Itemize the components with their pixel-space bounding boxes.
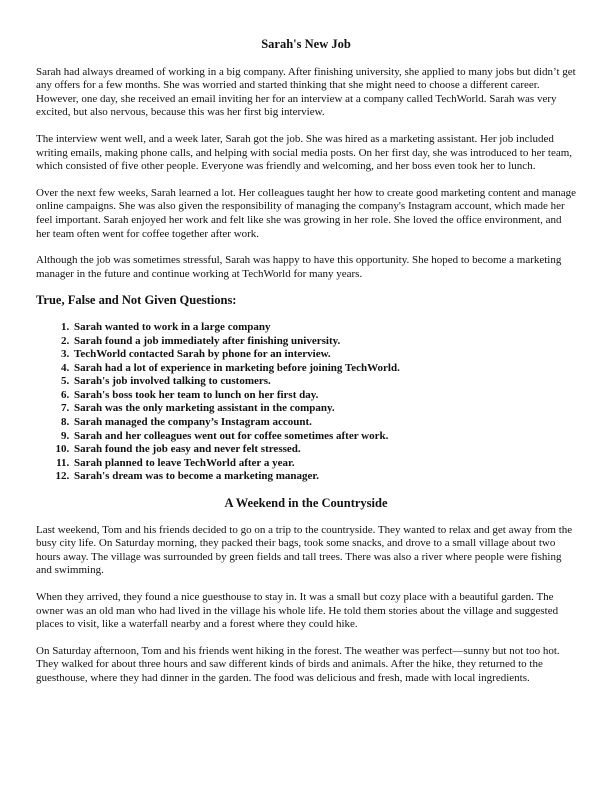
- story1-paragraph: Sarah had always dreamed of working in a big company. After finishing university, she applied to many jobs but didn’t get any offers for a few months. She was worried and started thinking that she might need to choose a different career. However, one day, she received an email inviting her for an interview at a company called TechWorld. Sarah was very excited, but also nervous, because this was her first big interview.: [36, 65, 576, 119]
- question-item: 6. Sarah's boss took her team to lunch on her first day.: [72, 389, 576, 403]
- questions-heading: True, False and Not Given Questions:: [36, 293, 237, 308]
- question-item: 10. Sarah found the job easy and never felt stressed.: [72, 443, 576, 457]
- question-item: 3. TechWorld contacted Sarah by phone for an interview.: [72, 348, 576, 362]
- story1-paragraph: Although the job was sometimes stressful, Sarah was happy to have this opportunity. She hoped to become a marketing manager in the future and continue working at TechWorld for many years.: [36, 254, 562, 280]
- story1-title: Sarah's New Job: [261, 37, 351, 51]
- question-item: 9. Sarah and her colleagues went out for coffee sometimes after work.: [72, 430, 576, 444]
- story2-paragraph: Last weekend, Tom and his friends decided to go on a trip to the countryside. They wanted to relax and get away from the busy city life. On Saturday morning, they packed their bags, took some snacks, and drove to a small village about two hours away. The village was surrounded by green fields and tall trees. There was also a river where people were fishing and swimming.: [36, 523, 573, 577]
- story1-paragraph: Over the next few weeks, Sarah learned a lot. Her colleagues taught her how to create good marketing content and manage online campaigns. She was also given the responsibility of managing the company's Instagram account, which made her feel important. Sarah enjoyed her work and felt like she was growing in her role. She loved the office environment, and her team often went for coffee together after work.: [36, 186, 577, 240]
- question-item: 2. Sarah found a job immediately after finishing university.: [72, 335, 576, 349]
- question-item: 4. Sarah had a lot of experience in marketing before joining TechWorld.: [72, 362, 576, 376]
- questions-list: [36, 321, 576, 484]
- question-item: 12. Sarah's dream was to become a marketing manager.: [72, 470, 576, 484]
- story1-paragraph: The interview went well, and a week later, Sarah got the job. She was hired as a marketing assistant. Her job included writing emails, making phone calls, and helping with social media posts. On her first day, she was introduced to her team, which consisted of five other people. Everyone was friendly and welcoming, and her boss even took her to lunch.: [36, 132, 573, 173]
- question-item: 5. Sarah's job involved talking to customers.: [72, 375, 576, 389]
- question-item: 8. Sarah managed the company’s Instagram account.: [72, 416, 576, 430]
- question-item: 1. Sarah wanted to work in a large company: [72, 321, 576, 335]
- story2-paragraph: On Saturday afternoon, Tom and his friends went hiking in the forest. The weather was perfect—sunny but not too hot. They walked for about three hours and saw different kinds of birds and animals. After the hike, they returned to the guesthouse, where they had dinner in the garden. The food was delicious and fresh, made with local ingredients.: [36, 644, 560, 684]
- story2-title: A Weekend in the Countryside: [224, 496, 388, 511]
- question-item: 7. Sarah was the only marketing assistant in the company.: [72, 402, 576, 416]
- question-item: 11. Sarah planned to leave TechWorld after a year.: [72, 457, 576, 471]
- story2-paragraph: When they arrived, they found a nice guesthouse to stay in. It was a small but cozy place with a beautiful garden. The owner was an old man who had lived in the village his whole life. He told them stories about the village and suggested places to visit, like a waterfall nearby and a forest where they could hike.: [36, 591, 559, 631]
